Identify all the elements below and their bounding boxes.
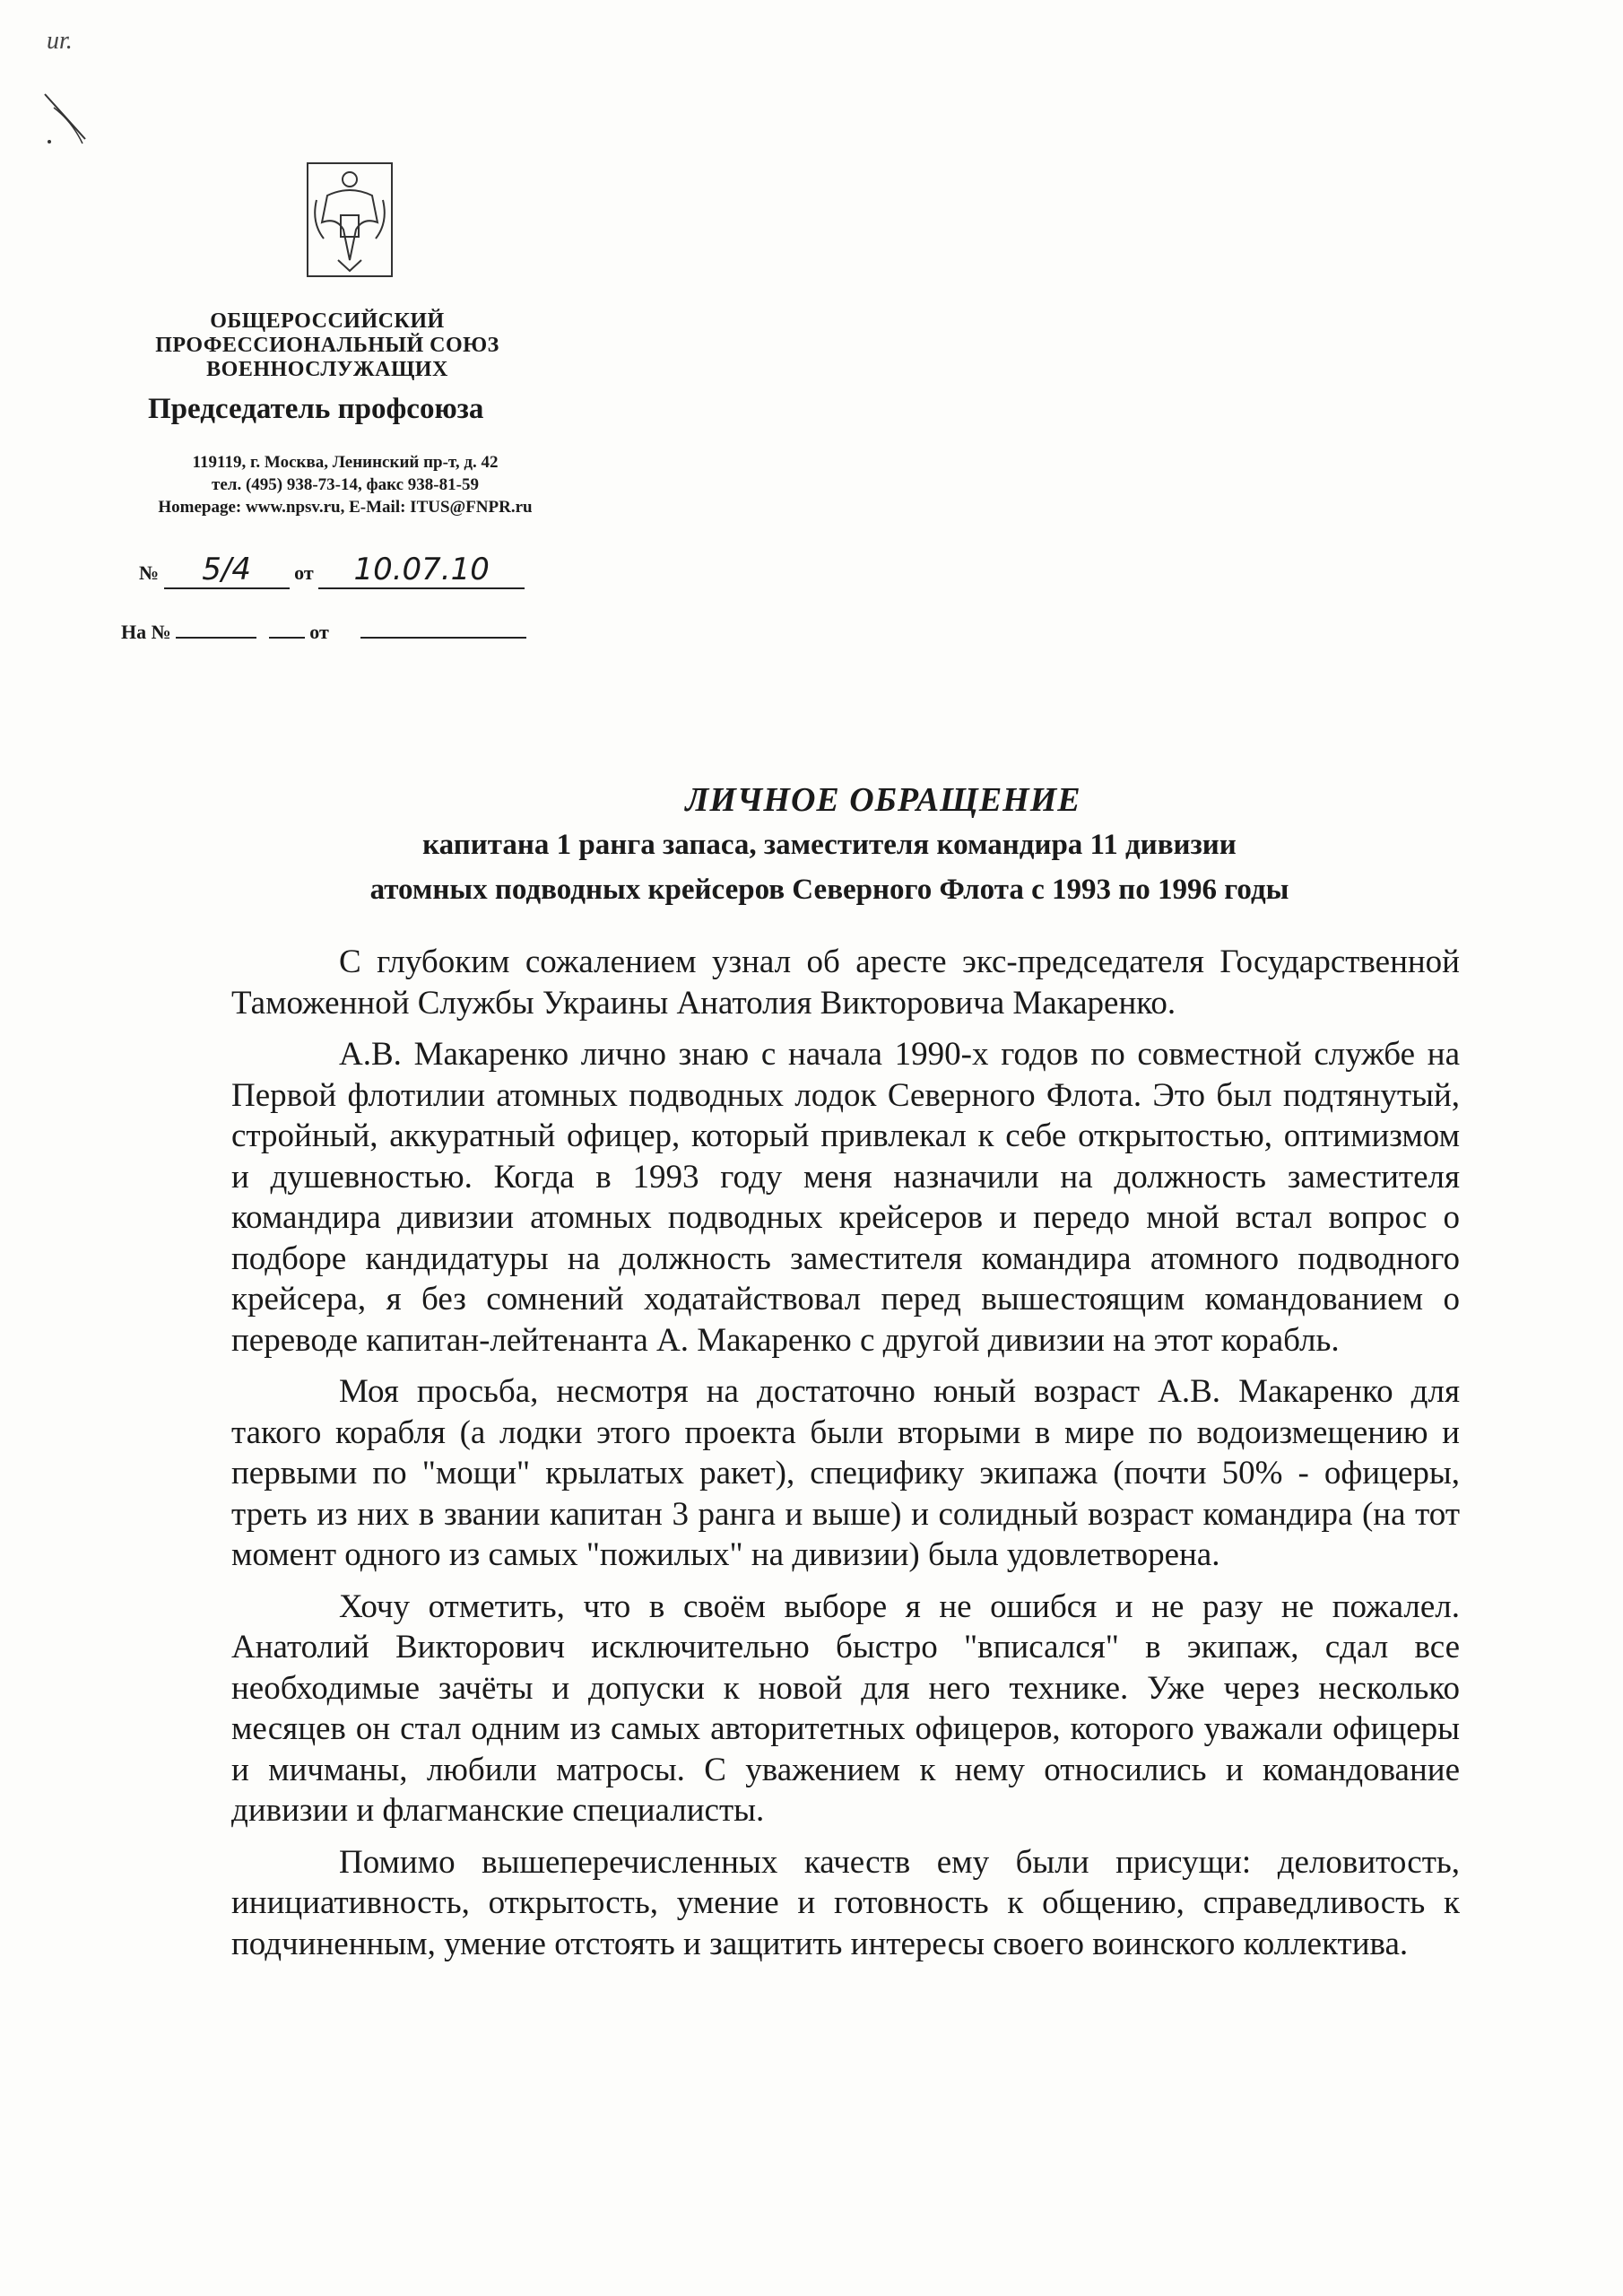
number-label: № xyxy=(139,561,160,584)
document-title xyxy=(179,780,1480,909)
reply-number-blank xyxy=(176,621,256,639)
coat-of-arms-emblem xyxy=(300,160,399,281)
address-line: 119119, г. Москва, Ленинский пр-т, д. 42 xyxy=(192,453,499,472)
org-name xyxy=(45,309,610,382)
pen-scratch-mark xyxy=(36,90,99,152)
reply-number-label: На № xyxy=(121,621,171,643)
org-name-line2: ПРОФЕССИОНАЛЬНЫЙ СОЮЗ xyxy=(155,334,499,357)
web-email-line: Homepage: www.npsv.ru, E-Mail: ITUS@FNPR.ru xyxy=(158,498,533,517)
title-main: ЛИЧНОЕ ОБРАЩЕНИЕ xyxy=(685,781,1081,819)
registration-number-line xyxy=(139,552,525,589)
reply-date-blank xyxy=(360,621,526,639)
paragraph-3: Моя просьба, несмотря на достаточно юный возраст А.В. Макаренко для такого корабля (а лодки этого проекта были вторыми в мире по водоизмещению и первыми по "мощи" крылатых ракет), специфику экипажа (почти 50% - офицеры, треть из них в звании капитан 3 ранга и выше) и солидный возраст командира (на тот момент одного из самых "пожилых" на дивизии) была удовлетворена. xyxy=(231,1373,1460,1573)
registration-date: 10.07.10 xyxy=(318,552,525,589)
registration-number: 5/4 xyxy=(164,552,290,589)
title-subtitle-line1: капитана 1 ранга запаса, заместителя командира 11 дивизии xyxy=(422,829,1237,861)
reply-date-label: от xyxy=(309,621,329,643)
phone-line: тел. (495) 938-73-14, факс 938-81-59 xyxy=(212,475,479,494)
letterhead xyxy=(108,309,610,518)
reply-number-blank-2 xyxy=(269,621,305,639)
org-name-line1: ОБЩЕРОССИЙСКИЙ xyxy=(210,309,445,333)
paragraph-4: Хочу отметить, что в своём выборе я не ошибся и не разу не пожалел. Анатолий Викторович исключительно быстро "вписался" в экипаж, сдал все необходимые зачёты и допуски к новой для него технике. Уже через несколько месяцев он стал одним из самых авторитетных офицеров, которого уважали офицеры и мичманы, любили матросы. С уважением к нему относились и командование дивизии и флагманские специалисты. xyxy=(231,1587,1460,1829)
paragraph-1: С глубоким сожалением узнал об аресте экс-председателя Государственной Таможенной Службы Украины Анатолия Викторовича Макаренко. xyxy=(231,944,1460,1022)
letter-body xyxy=(231,942,1460,1975)
chairman-title: Председатель профсоюза xyxy=(148,393,484,425)
contact-address xyxy=(81,451,610,518)
reply-reference-line xyxy=(121,621,526,644)
paragraph-2: А.В. Макаренко лично знаю с начала 1990-х годов по совместной службе на Первой флотилии атомных подводных лодок Северного Флота. Это был подтянутый, стройный, аккуратный офицер, который привлекал к себе открытостью, оптимизмом и душевностью. Когда в 1993 году меня назначили на должность заместителя командира дивизии атомных подводных крейсеров и передо мной встал вопрос о подборе кандидатуры на должность заместителя командира атомного подводного крейсера, я без сомнений ходатайствовал перед вышестоящим командованием о переводе капитан-лейтенанта А. Макаренко с другой дивизии на этот корабль. xyxy=(231,1036,1460,1359)
title-subtitle-line2: атомных подводных крейсеров Северного Флота с 1993 по 1996 годы xyxy=(369,874,1289,906)
corner-mark: ur. xyxy=(47,27,73,55)
paragraph-5: Помимо вышеперечисленных качеств ему были присущи: деловитость, инициативность, открытость, умение и готовность к общению, справедливость к подчиненным, умение отстоять и защитить интересы своего воинского коллектива. xyxy=(231,1843,1460,1962)
org-name-line3: ВОЕННОСЛУЖАЩИХ xyxy=(206,358,448,381)
date-label: от xyxy=(294,561,314,584)
